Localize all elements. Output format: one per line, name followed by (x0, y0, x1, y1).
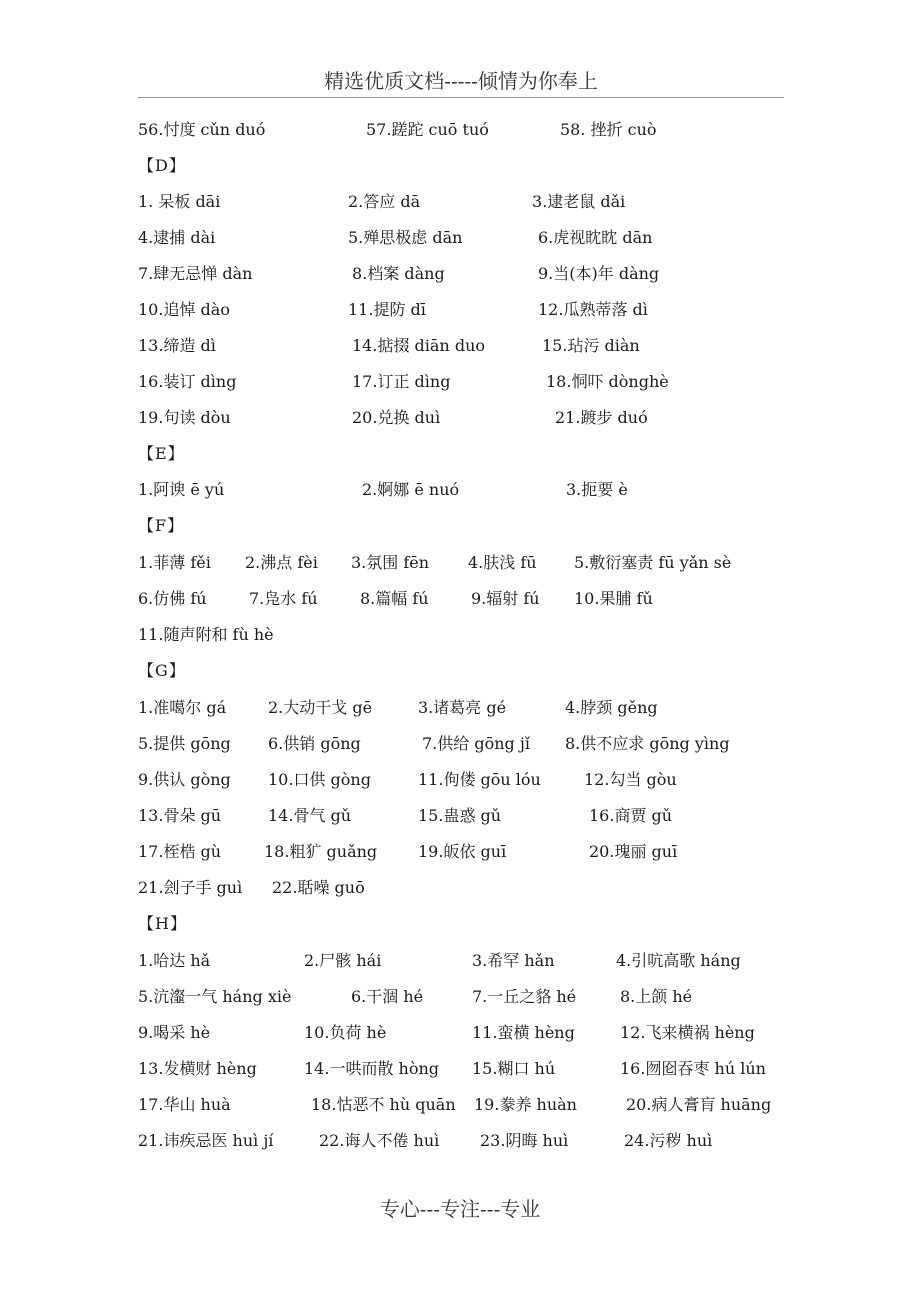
vocab-entry: 6.虎视眈眈 dān (538, 228, 653, 247)
vocab-entry: 4.引吭高歌 háng (616, 951, 741, 970)
vocab-entry: 10.口供 gòng (268, 770, 371, 789)
vocab-entry: 22.聒噪 guō (272, 878, 365, 897)
vocab-entry: 13.骨朵 gū (138, 806, 222, 825)
vocab-row (0, 472, 920, 508)
vocab-row (0, 184, 920, 220)
section-heading (0, 148, 920, 184)
vocab-entry: 7.供给 gōng jǐ (422, 734, 530, 753)
vocab-entry: 21.踱步 duó (555, 408, 648, 427)
section-heading (0, 436, 920, 472)
section-letter: 【F】 (138, 516, 185, 535)
vocab-entry: 2.答应 dā (348, 192, 421, 211)
vocab-row (0, 798, 920, 834)
vocab-entry: 4.肤浅 fū (468, 553, 537, 572)
vocab-entry: 1.阿谀 ē yú (138, 480, 225, 499)
vocab-entry: 8.供不应求 gōng yìng (565, 734, 730, 753)
vocab-row (0, 1123, 920, 1159)
vocab-entry: 19.豢养 huàn (474, 1095, 577, 1114)
vocab-entry: 20.兑换 duì (352, 408, 441, 427)
section-heading (0, 508, 920, 544)
vocab-row (0, 1087, 920, 1123)
vocab-entry: 15.蛊惑 gǔ (418, 806, 502, 825)
vocab-entry: 20.病人膏肓 huāng (626, 1095, 772, 1114)
vocab-entry: 3.扼要 è (566, 480, 628, 499)
vocab-entry: 2.婀娜 ē nuó (362, 480, 460, 499)
vocab-entry: 16.商贾 gǔ (589, 806, 673, 825)
vocab-entry: 18.恫吓 dònghè (546, 372, 669, 391)
vocab-row (0, 581, 920, 617)
vocab-entry: 18.怙恶不 hù quān (311, 1095, 456, 1114)
vocab-entry: 15.糊口 hú (472, 1059, 556, 1078)
vocab-entry: 21.刽子手 guì (138, 878, 243, 897)
vocab-entry: 58. 挫折 cuò (560, 120, 657, 139)
vocab-entry: 10.负荷 hè (304, 1023, 387, 1042)
section-letter: 【D】 (138, 156, 186, 175)
vocab-entry: 16.装订 dìng (138, 372, 237, 391)
vocab-entry: 6.仿佛 fú (138, 589, 207, 608)
vocab-entry: 57.蹉跎 cuō tuó (366, 120, 489, 139)
vocab-entry: 6.干涸 hé (351, 987, 424, 1006)
vocab-entry: 11.佝偻 gōu lóu (418, 770, 541, 789)
vocab-entry: 3.氛围 fēn (351, 553, 430, 572)
vocab-row (0, 690, 920, 726)
vocab-row (0, 1051, 920, 1087)
vocab-entry: 13.发横财 hèng (138, 1059, 257, 1078)
section-heading (0, 906, 920, 942)
vocab-row (0, 256, 920, 292)
vocab-entry: 5.敷衍塞责 fū yǎn sè (574, 553, 732, 572)
vocab-entry: 14.骨气 gǔ (268, 806, 352, 825)
vocab-entry: 1.菲薄 fěi (138, 553, 211, 572)
vocab-entry: 3.诸葛亮 gé (418, 698, 507, 717)
vocab-entry: 18.粗犷 guǎng (264, 842, 378, 861)
vocab-entry: 19.皈依 guī (418, 842, 507, 861)
vocab-row (0, 617, 920, 653)
vocab-entry: 22.诲人不倦 huì (319, 1131, 440, 1150)
vocab-entry: 3.逮老鼠 dǎi (532, 192, 626, 211)
section-letter: 【G】 (138, 661, 186, 680)
vocab-entry: 1.准噶尔 gá (138, 698, 227, 717)
vocab-entry: 12.瓜熟蒂落 dì (538, 300, 648, 319)
vocab-entry: 11.提防 dī (348, 300, 426, 319)
vocab-entry: 14.一哄而散 hòng (304, 1059, 440, 1078)
vocab-entry: 13.缔造 dì (138, 336, 216, 355)
vocab-entry: 1.哈达 hǎ (138, 951, 211, 970)
vocab-entry: 2.沸点 fèi (245, 553, 318, 572)
vocab-entry: 2.尸骸 hái (304, 951, 382, 970)
vocab-entry: 10.追悼 dào (138, 300, 230, 319)
vocab-entry: 8.篇幅 fú (360, 589, 429, 608)
vocab-entry: 2.大动干戈 gē (268, 698, 373, 717)
vocab-row (0, 726, 920, 762)
vocab-entry: 12.勾当 gòu (584, 770, 677, 789)
section-letter: 【E】 (138, 444, 185, 463)
vocab-row (0, 545, 920, 581)
vocab-entry: 17.桎梏 gù (138, 842, 222, 861)
vocab-entry: 8.上颌 hé (620, 987, 693, 1006)
vocab-entry: 17.订正 dìng (352, 372, 451, 391)
vocab-entry: 16.囫囵吞枣 hú lún (620, 1059, 766, 1078)
vocab-entry: 20.瑰丽 guī (589, 842, 678, 861)
vocab-row (0, 762, 920, 798)
vocab-entry: 5.沆瀣一气 háng xiè (138, 987, 292, 1006)
vocab-row (0, 834, 920, 870)
vocab-entry: 5.提供 gōng (138, 734, 231, 753)
vocab-row (0, 943, 920, 979)
vocab-entry: 17.华山 huà (138, 1095, 231, 1114)
vocab-row (0, 1015, 920, 1051)
vocab-entry: 9.供认 gòng (138, 770, 231, 789)
vocab-entry: 9.当(本)年 dàng (538, 264, 660, 283)
vocab-row (0, 979, 920, 1015)
vocab-entry: 4.逮捕 dài (138, 228, 216, 247)
vocab-row (0, 364, 920, 400)
vocab-entry: 15.玷污 diàn (542, 336, 640, 355)
vocab-entry: 10.果脯 fǔ (574, 589, 653, 608)
vocab-entry: 56.忖度 cǔn duó (138, 120, 266, 139)
vocab-entry: 7.凫水 fú (249, 589, 318, 608)
page-footer: 专心---专注---专业 (379, 1197, 541, 1221)
vocab-entry: 9.辐射 fú (471, 589, 540, 608)
vocab-entry: 11.随声附和 fù hè (138, 625, 274, 644)
vocab-entry: 21.讳疾忌医 huì jí (138, 1131, 274, 1150)
page-header: 精选优质文档-----倾情为你奉上 (138, 66, 784, 98)
section-letter: 【H】 (138, 914, 187, 933)
vocab-row (0, 292, 920, 328)
vocab-entry: 6.供销 gōng (268, 734, 361, 753)
vocab-entry: 8.档案 dàng (352, 264, 445, 283)
vocab-row (0, 112, 920, 148)
vocab-entry: 4.脖颈 gěng (565, 698, 658, 717)
vocab-entry: 24.污秽 huì (624, 1131, 713, 1150)
vocab-row (0, 870, 920, 906)
vocab-entry: 11.蛮横 hèng (472, 1023, 575, 1042)
vocab-row (0, 328, 920, 364)
vocab-entry: 3.希罕 hǎn (472, 951, 555, 970)
vocab-entry: 19.句读 dòu (138, 408, 231, 427)
vocab-row (0, 220, 920, 256)
vocab-entry: 12.飞来横祸 hèng (620, 1023, 755, 1042)
vocab-entry: 9.喝采 hè (138, 1023, 211, 1042)
vocab-entry: 23.阴晦 huì (480, 1131, 569, 1150)
vocab-entry: 7.一丘之貉 hé (472, 987, 577, 1006)
vocab-row (0, 400, 920, 436)
vocab-entry: 5.殚思极虑 dān (348, 228, 463, 247)
vocab-entry: 1. 呆板 dāi (138, 192, 221, 211)
vocab-entry: 14.掂掇 diān duo (352, 336, 486, 355)
vocab-entry: 7.肆无忌惮 dàn (138, 264, 253, 283)
section-heading (0, 653, 920, 689)
